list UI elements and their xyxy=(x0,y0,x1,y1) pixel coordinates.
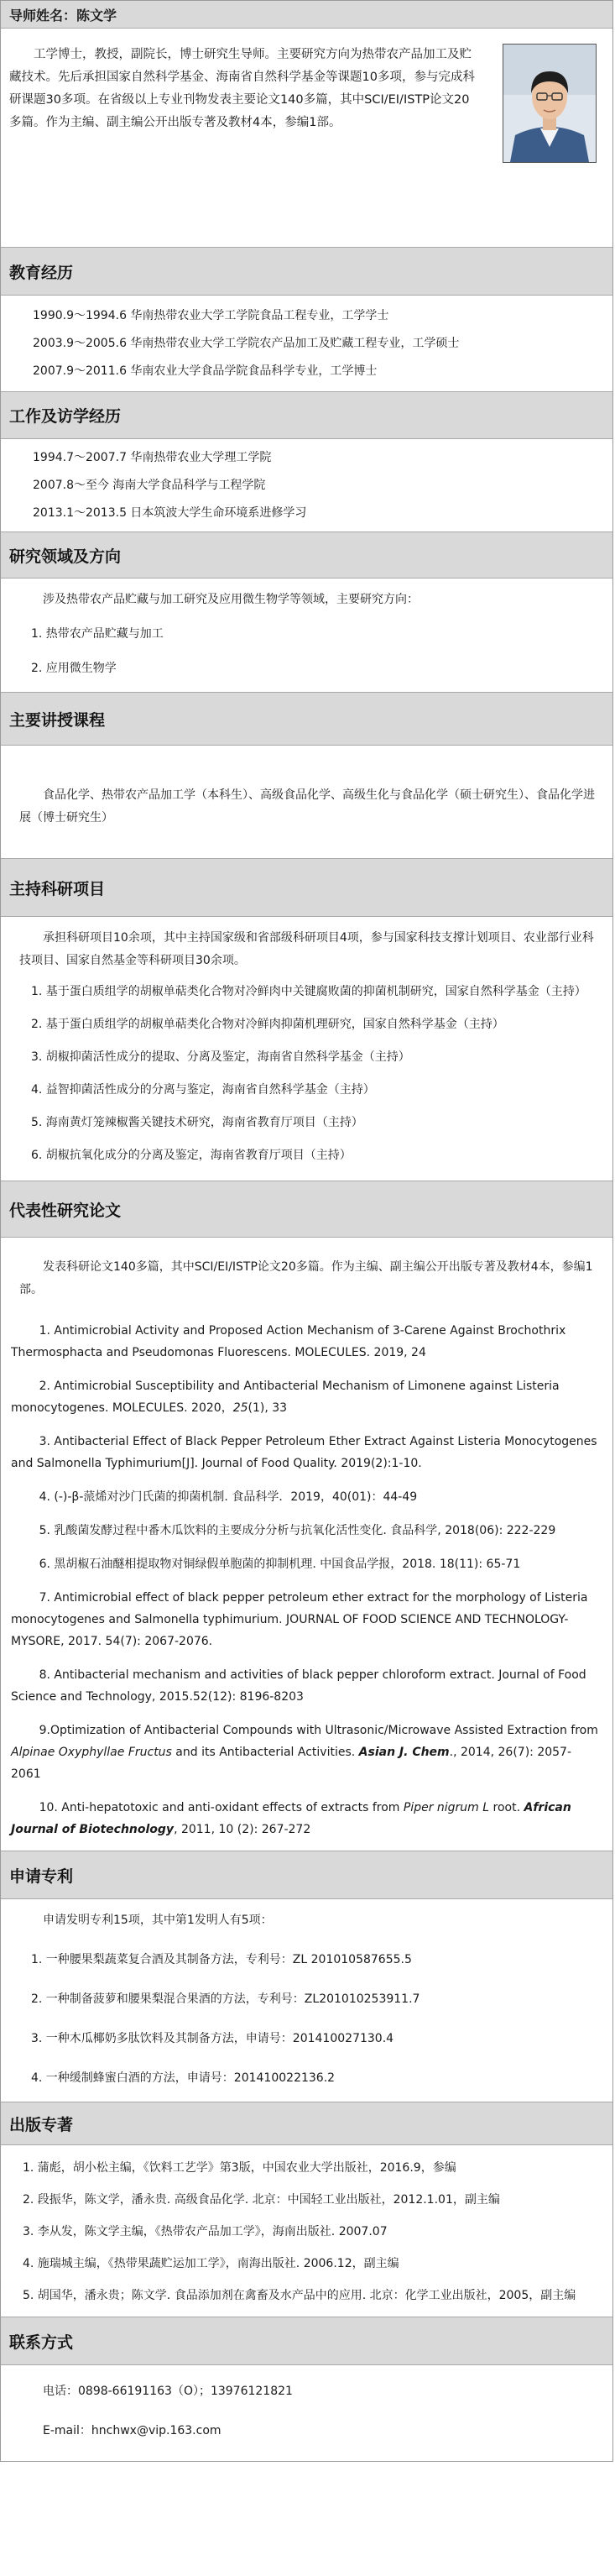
paper-text: (1), 33 xyxy=(248,1401,288,1415)
list-item: 3. 一种木瓜椰奶多肽饮料及其制备方法，申请号：201410027130.4 xyxy=(31,2032,394,2045)
list-item: 2. 一种制备菠萝和腰果梨混合果酒的方法，专利号：ZL201010253911.7 xyxy=(31,1992,420,2006)
contact-email: E-mail：hnchwx@vip.163.com xyxy=(43,2424,222,2437)
paper-species: Piper nigrum L xyxy=(403,1801,490,1814)
list-item: 4. 益智抑菌活性成分的分离与鉴定，海南省自然科学基金（主持） xyxy=(31,1083,375,1097)
list-item: 1. 一种腰果梨蔬菜复合酒及其制备方法，专利号：ZL 201010587655.5 xyxy=(31,1953,412,1966)
paper-text: 10. Anti-hepatotoxic and anti-oxidant effects of extracts from xyxy=(39,1801,404,1814)
list-item: 5. 胡国华，潘永贵；陈文学. 食品添加剂在禽畜及水产品中的应用. 北京：化学工业出版社，2005，副主编 xyxy=(23,2289,576,2302)
section-header-work xyxy=(1,391,612,439)
portrait-photo xyxy=(503,44,597,163)
list-item: 5. 海南黄灯笼辣椒酱关键技术研究，海南省教育厅项目（主持） xyxy=(31,1116,363,1129)
paper-item: 3. Antibacterial Effect of Black Pepper Petroleum Ether Extract Against Listeria Monocytogenes and Salmonella Typhimurium[J]. Journal of Food Quality. 2019(2):1-10. xyxy=(11,1435,597,1470)
list-item: 2003.9～2005.6 华南热带农业大学工学院农产品加工及贮藏工程专业，工学硕士 xyxy=(33,337,460,350)
list-item: 2007.9～2011.6 华南农业大学食品学院食品科学专业，工学博士 xyxy=(33,364,378,378)
list-item: 1. 热带农产品贮藏与加工 xyxy=(31,627,164,641)
list-item: 4. 一种缓制蜂蜜白酒的方法，申请号：201410022136.2 xyxy=(31,2071,336,2085)
list-item: 1. 基于蛋白质组学的胡椒单萜类化合物对冷鲜肉中关键腐败菌的抑菌机制研究，国家自然科学基金（主持） xyxy=(31,985,586,998)
portrait-image xyxy=(503,45,596,162)
list-item: 2. 基于蛋白质组学的胡椒单萜类化合物对冷鲜肉抑菌机理研究，国家自然科学基金（主持） xyxy=(31,1018,504,1031)
list-item: 1. 蒲彪，胡小松主编，《饮料工艺学》第3版，中国农业大学出版社，2016.9，参编 xyxy=(23,2161,456,2175)
section-header-research xyxy=(1,531,612,579)
intro-block xyxy=(1,29,612,247)
paper-text: and its Antibacterial Activities. xyxy=(171,1746,359,1759)
section-title: 工作及访学经历 xyxy=(9,407,122,426)
list-item: 2013.1～2013.5 日本筑波大学生命环境系进修学习 xyxy=(33,506,307,520)
section-title: 研究领域及方向 xyxy=(9,547,122,566)
section-header-patents xyxy=(1,1851,612,1899)
section-header-books xyxy=(1,2102,612,2145)
paper-species: Alpinae Oxyphyllae Fructus xyxy=(11,1746,172,1759)
paper-item: 4. (-)-β-蒎烯对沙门氏菌的抑菌机制. 食品科学．2019，40(01)：44-49 xyxy=(39,1490,418,1504)
list-item: 2. 段振华，陈文学，潘永贵. 高级食品化学. 北京：中国轻工业出版社，2012.1.01，副主编 xyxy=(23,2193,500,2207)
paper-item xyxy=(1,1375,612,1419)
list-item: 3. 李从发，陈文学主编，《热带农产品加工学》，海南出版社. 2007.07 xyxy=(23,2225,388,2238)
paper-journal: African Journal of Biotechnology xyxy=(11,1801,571,1836)
section-header-papers xyxy=(1,1181,612,1238)
research-block xyxy=(1,579,612,692)
advisor-name-bar xyxy=(1,1,612,29)
books-block xyxy=(1,2145,612,2317)
section-header-projects xyxy=(1,858,612,917)
courses-text: 食品化学、热带农产品加工学（本科生）、高级食品化学、高级生化与食品化学（硕士研究生）、食品化学进展（博士研究生） xyxy=(19,788,595,825)
list-item: 1990.9～1994.6 华南热带农业大学工学院食品工程专业，工学学士 xyxy=(33,309,389,322)
section-title: 代表性研究论文 xyxy=(9,1201,122,1220)
paper-item: 1. Antimicrobial Activity and Proposed Action Mechanism of 3-Carene Against Brochothrix Thermosphacta and Pseudomonas Fluorescens. MOLECULES. 2019, 24 xyxy=(11,1324,566,1359)
research-intro: 涉及热带农产品贮藏与加工研究及应用微生物学等领域，主要研究方向： xyxy=(43,593,419,606)
education-list xyxy=(1,296,612,391)
list-item: 4. 施瑞城主编，《热带果蔬贮运加工学》，南海出版社. 2006.12，副主编 xyxy=(23,2257,399,2270)
patents-intro: 申请发明专利15项，其中第1发明人有5项： xyxy=(43,1914,273,1927)
paper-text: ., 2014, 26(7): 2057-2061 xyxy=(11,1746,572,1781)
paper-volume: 25 xyxy=(232,1401,248,1415)
paper-journal: Asian J. Chem xyxy=(358,1746,450,1759)
papers-block xyxy=(1,1238,612,1851)
intro-text: 工学博士，教授，副院长，博士研究生导师。主要研究方向为热带农产品加工及贮藏技术。先后承担国家自然科学基金、海南省自然科学基金等课题10多项，参与完成科研课题30多项。在省级以上专业刊物发表主要论文140多篇，其中SCI/EI/ISTP论文20多篇。作为主编、副主编公开出版专著及教材4本，参编1部。 xyxy=(9,48,475,129)
paper-item xyxy=(1,1720,612,1785)
patents-block xyxy=(1,1899,612,2102)
section-header-education xyxy=(1,247,612,296)
paper-item xyxy=(1,1797,612,1840)
section-header-courses xyxy=(1,692,612,746)
paper-text: root. xyxy=(489,1801,524,1814)
section-title: 教育经历 xyxy=(9,263,74,282)
list-item: 3. 胡椒抑菌活性成分的提取、分离及鉴定，海南省自然科学基金（主持） xyxy=(31,1050,410,1064)
projects-intro: 承担科研项目10余项，其中主持国家级和省部级科研项目4项，参与国家科技支撑计划项目、农业部行业科技项目、国家自然基金等科研项目30余项。 xyxy=(19,931,594,967)
papers-intro: 发表科研论文140多篇，其中SCI/EI/ISTP论文20多篇。作为主编、副主编公开出版专著及教材4本，参编1部。 xyxy=(19,1260,593,1296)
paper-item: 7. Antimicrobial effect of black pepper petroleum ether extract for the morphology of Listeria monocytogenes and Salmonella typhimurium. JOURNAL OF FOOD SCIENCE AND TECHNOLOGY-MYSORE, 2017. 54(7): 2067-2076. xyxy=(11,1591,588,1648)
list-item: 1994.7～2007.7 华南热带农业大学理工学院 xyxy=(33,451,272,464)
section-title: 联系方式 xyxy=(9,2333,74,2352)
paper-text: , 2011, 10 (2): 267-272 xyxy=(174,1823,311,1836)
paper-text: 9.Optimization of Antibacterial Compounds with Ultrasonic/Microwave Assisted Extraction from xyxy=(39,1724,598,1737)
projects-block xyxy=(1,917,612,1181)
list-item: 2. 应用微生物学 xyxy=(31,662,117,675)
section-title: 出版专著 xyxy=(9,2115,74,2134)
contact-block xyxy=(1,2365,612,2461)
section-title: 主持科研项目 xyxy=(9,879,106,898)
paper-item: 8. Antibacterial mechanism and activities of black pepper chloroform extract. Journal of Food Science and Technology, 2015.52(12): 8196-8203 xyxy=(11,1668,586,1704)
list-item: 2007.8～至今 海南大学食品科学与工程学院 xyxy=(33,479,266,492)
paper-item: 5. 乳酸菌发酵过程中番木瓜饮料的主要成分分析与抗氧化活性变化. 食品科学, 2018(06): 222-229 xyxy=(39,1524,556,1537)
paper-text: 2. Antimicrobial Susceptibility and Antibacterial Mechanism of Limonene against Listeria monocytogenes. MOLECULES. 2020， xyxy=(11,1380,560,1415)
contact-phone: 电话：0898-66191163（O）；13976121821 xyxy=(43,2385,293,2398)
list-item: 6. 胡椒抗氧化成分的分离及鉴定，海南省教育厅项目（主持） xyxy=(31,1149,352,1162)
courses-block xyxy=(1,746,612,858)
advisor-name: 导师姓名：陈文学 xyxy=(9,7,117,24)
section-header-contact xyxy=(1,2317,612,2365)
paper-item: 6. 黑胡椒石油醚相提取物对铜绿假单胞菌的抑制机理. 中国食品学报，2018. 18(11): 65-71 xyxy=(39,1558,521,1571)
work-list xyxy=(1,439,612,531)
section-title: 申请专利 xyxy=(9,1867,74,1886)
section-title: 主要讲授课程 xyxy=(9,710,106,730)
